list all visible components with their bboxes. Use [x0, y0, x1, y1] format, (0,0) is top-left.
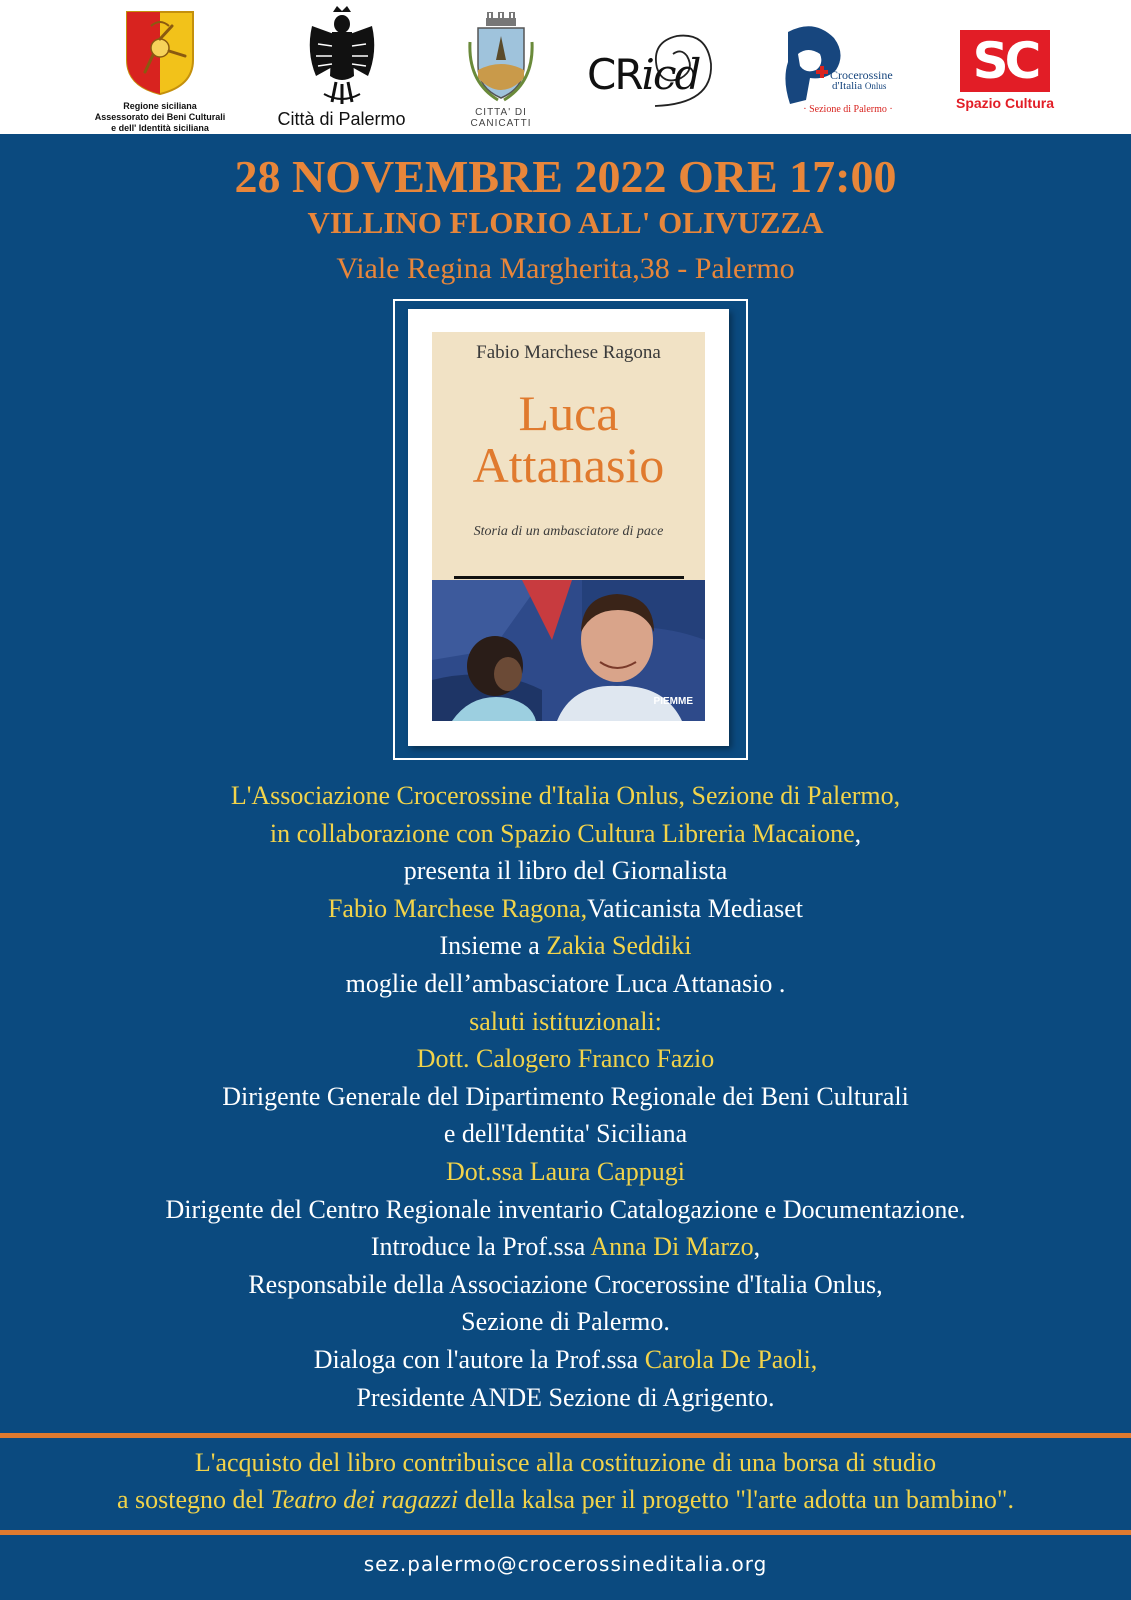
body-line-12: Dirigente del Centro Regionale inventario Catalogazione e Documentazione.: [165, 1194, 966, 1224]
book-publisher: PIEMME: [653, 696, 693, 707]
cricd-main: CR: [587, 50, 642, 99]
body-line-2-a: in collaborazione con Spazio Cultura Libreria Macaione: [269, 818, 855, 848]
body-line-1: L'Associazione Crocerossine d'Italia Onlus, Sezione di Palermo,: [230, 781, 901, 810]
body-line-13-a: Introduce la Prof.ssa: [370, 1232, 591, 1262]
canicatti-caption-2: CANICATTI: [470, 118, 532, 129]
body-line-3: presenta il libro del Giornalista: [403, 856, 728, 886]
nurse-silhouette-icon: [780, 24, 850, 106]
body-line-13: [0, 1228, 1131, 1266]
body-line-16-a: Dialoga con l'autore la Prof.ssa: [313, 1344, 645, 1374]
body-line-13-b: Anna Di Marzo: [590, 1232, 754, 1262]
red-cross-icon: [816, 66, 828, 78]
body-line-14: Responsabile della Associazione Crocerossine d'Italia Onlus,: [248, 1269, 883, 1299]
regione-siciliana-logo: [85, 10, 235, 134]
footer-note-line-2-c: della kalsa per il progetto "l'arte adotta un bambino".: [458, 1485, 1014, 1514]
spazio-cultura-mark: SC: [960, 30, 1050, 92]
body-line-6: moglie dell’ambasciatore Luca Attanasio .: [345, 968, 786, 998]
canicatti-caption-1: CITTA' DI: [475, 107, 527, 118]
body-line-8: Dott. Calogero Franco Fazio: [416, 1044, 715, 1074]
body-line-16: [0, 1341, 1131, 1379]
footer-note-line-2: [0, 1481, 1131, 1518]
cricd-italic: icd: [641, 50, 700, 99]
crocerossine-onlus: Onlus: [864, 81, 887, 91]
body-line-11: Dot.ssa Laura Cappugi: [445, 1156, 685, 1186]
body-line-7: saluti istituzionali:: [469, 1006, 662, 1036]
body-line-5: [0, 927, 1131, 965]
citta-di-canicatti-logo: [462, 12, 540, 129]
spazio-cultura-caption: Spazio Cultura: [955, 95, 1054, 111]
body-line-5-b: Zakia Seddiki: [546, 931, 692, 961]
footer-rule-top: [0, 1433, 1131, 1438]
regione-caption-1: Regione siciliana: [123, 101, 197, 111]
body-line-16-b: Carola De Paoli,: [644, 1344, 818, 1374]
book-subtitle: Storia di un ambasciatore di pace: [473, 524, 664, 539]
footer-rule-bottom: [0, 1530, 1131, 1535]
body-line-10: e dell'Identita' Siciliana: [443, 1119, 688, 1149]
footer-note-line-2-a: a sostegno del: [116, 1485, 271, 1514]
crocerossine-logo: [780, 24, 920, 124]
body-line-4-a: Fabio Marchese Ragona,: [327, 893, 588, 923]
book-author: Fabio Marchese Ragona: [476, 342, 661, 363]
footer-note-line-2-b: Teatro dei ragazzi: [270, 1485, 459, 1514]
cricd-wordmark: [587, 50, 699, 99]
body-line-2: [0, 815, 1131, 853]
crocerossine-line3: · Sezione di Palermo ·: [803, 104, 893, 115]
body-line-9: Dirigente Generale del Dipartimento Regionale dei Beni Culturali: [222, 1081, 909, 1111]
event-date: 28 NOVEMBRE 2022 ORE 17:00: [234, 151, 897, 202]
canicatti-crest-icon: [468, 12, 534, 102]
book-title: [432, 387, 705, 491]
body-line-13-c: ,: [753, 1232, 761, 1262]
regione-caption-3: e dell' Identità siciliana: [111, 123, 209, 133]
footer-note: [0, 1444, 1131, 1518]
cricd-logo: [585, 28, 725, 112]
spazio-cultura-logo: [955, 30, 1055, 111]
trinacria-shield-icon: [125, 10, 195, 96]
footer-note-line-1: L'acquisto del libro contribuisce alla costituzione di una borsa di studio: [194, 1448, 937, 1477]
book-cover: [432, 332, 705, 721]
body-line-4-b: Vaticanista Mediaset: [587, 893, 804, 923]
crocerossine-line1: Crocerossine: [830, 68, 893, 82]
book-title-line2: Attanasio: [472, 437, 665, 493]
event-venue: VILLINO FLORIO ALL' OLIVUZZA: [307, 205, 824, 240]
body-line-17: Presidente ANDE Sezione di Agrigento.: [356, 1382, 775, 1412]
book-cover-rule: [454, 576, 684, 579]
body-line-5-a: Insieme a: [439, 931, 547, 961]
regione-caption-2: Assessorato dei Beni Culturali: [94, 112, 226, 122]
event-address: Viale Regina Margherita,38 - Palermo: [336, 252, 795, 285]
eagle-crest-icon: [302, 4, 382, 106]
body-line-15: Sezione di Palermo.: [461, 1307, 670, 1337]
body-line-2-b: ,: [854, 818, 862, 848]
palermo-caption: Città di Palermo: [277, 109, 406, 129]
citta-di-palermo-logo: [274, 4, 409, 130]
body-line-4: [0, 890, 1131, 928]
logo-bar: [0, 0, 1131, 134]
invitation-text: [0, 777, 1131, 1416]
contact-email: sez.palermo@crocerossineditalia.org: [363, 1552, 768, 1576]
crocerossine-line2: [832, 80, 886, 92]
book-title-line1: Luca: [518, 385, 619, 441]
crocerossine-line2-text: d'Italia: [832, 80, 863, 92]
